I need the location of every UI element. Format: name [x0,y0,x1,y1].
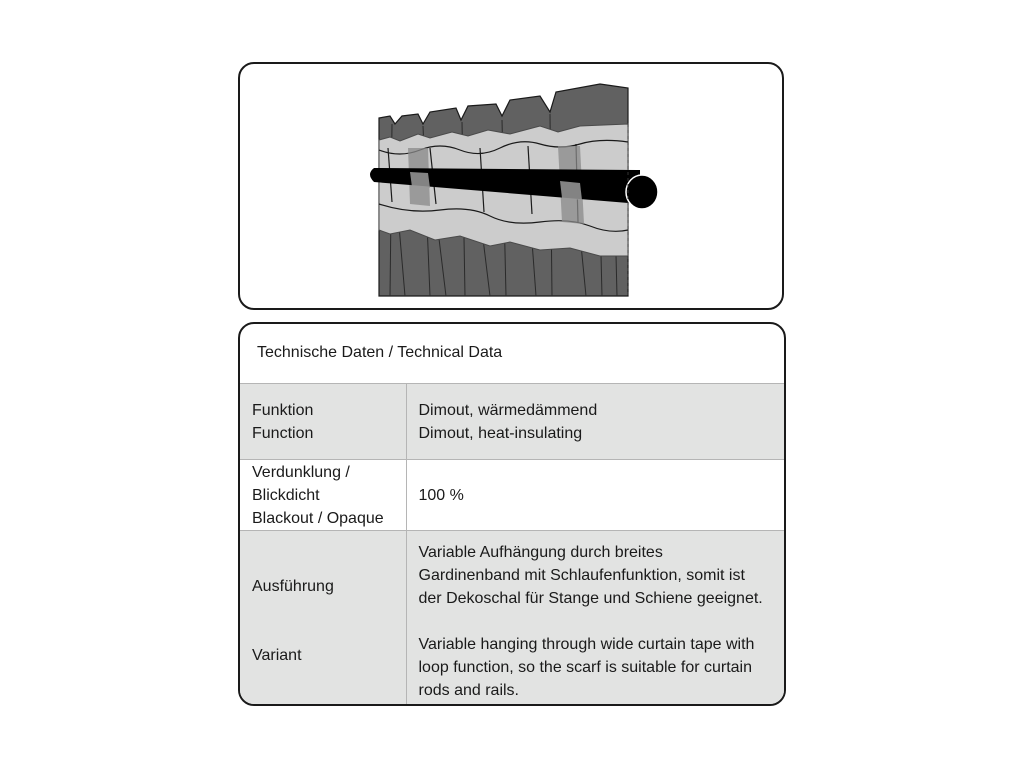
product-image-panel [238,62,784,310]
technical-data-title: Technische Daten / Technical Data [257,344,503,361]
row-label-blackout: Verdunklung / Blickdicht Blackout / Opaque [240,460,406,531]
technical-data-panel [238,322,786,706]
technical-data-table [240,383,784,706]
row-label-variant: Ausführung Variant [240,531,406,707]
table-row [240,531,784,707]
row-label-function: Funktion Function [240,384,406,460]
table-row [240,460,784,531]
row-value-function: Dimout, wärmedämmend Dimout, heat-insulating [406,384,784,460]
curtain-on-rod-icon [240,64,784,310]
row-value-variant: Variable Aufhängung durch breites Gardinenband mit Schlaufenfunktion, somit ist der Dekoschal für Stange und Schiene geeignet. Variable hanging through wide curtain tape with loop function, so the scarf is suitable for curtain rods and rails. [406,531,784,707]
table-row [240,384,784,460]
row-value-blackout: 100 % [406,460,784,531]
